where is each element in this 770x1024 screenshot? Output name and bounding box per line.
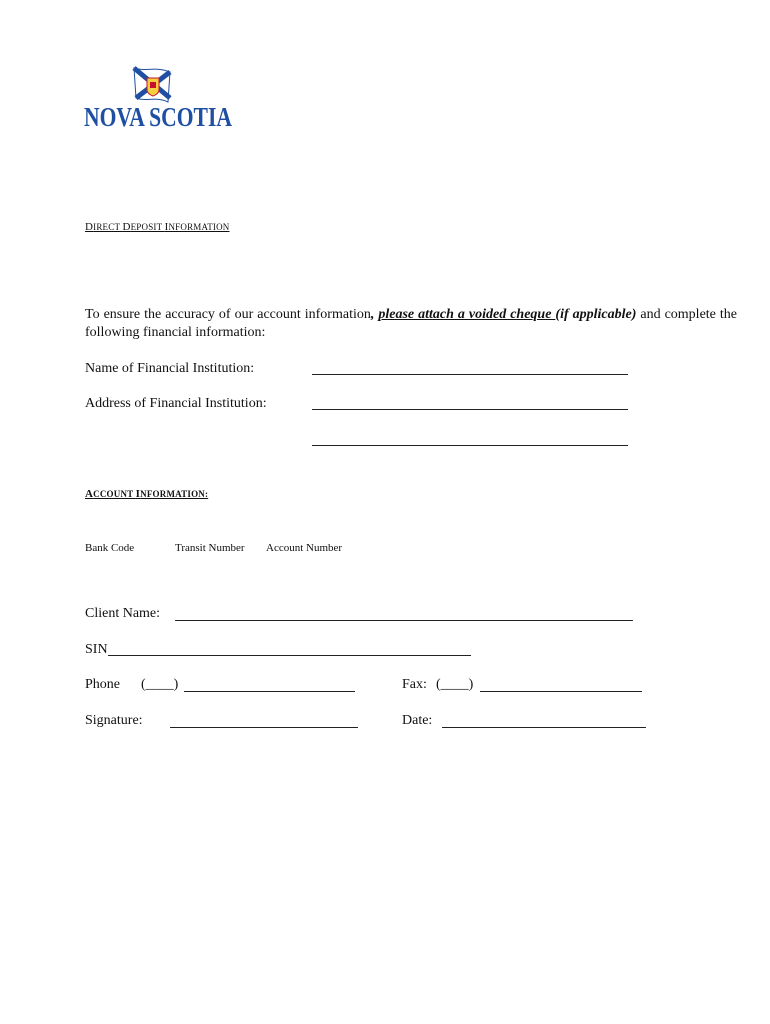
svg-text:NOVA SCOTIA: NOVA SCOTIA bbox=[84, 102, 233, 132]
fax-line[interactable] bbox=[480, 691, 642, 692]
institution-name-label: Name of Financial Institution: bbox=[85, 361, 255, 376]
phone-area-code: (____) bbox=[141, 677, 179, 692]
signature-line[interactable] bbox=[170, 727, 358, 728]
institution-address-line-2[interactable] bbox=[312, 445, 628, 446]
intro-paragraph: To ensure the accuracy of our account information, please attach a voided cheque (if applicable) and complete the following financial information: bbox=[85, 307, 737, 340]
date-line[interactable] bbox=[442, 727, 646, 728]
institution-address-label: Address of Financial Institution: bbox=[85, 396, 267, 411]
client-name-label: Client Name: bbox=[85, 606, 161, 621]
account-number-label: Account Number bbox=[266, 542, 343, 554]
transit-number-label: Transit Number bbox=[175, 542, 245, 554]
nova-scotia-flag-icon bbox=[84, 66, 234, 130]
sin-line[interactable] bbox=[108, 655, 471, 656]
signature-label: Signature: bbox=[85, 713, 143, 728]
direct-deposit-heading: DIRECT DEPOSIT INFORMATION bbox=[85, 221, 230, 233]
phone-label: Phone bbox=[85, 677, 120, 692]
fax-label: Fax: bbox=[402, 677, 427, 692]
sin-label: SIN bbox=[85, 642, 108, 657]
bank-code-label: Bank Code bbox=[85, 542, 135, 554]
fax-area-code: (____) bbox=[436, 677, 474, 692]
institution-name-line[interactable] bbox=[312, 374, 628, 375]
client-name-line[interactable] bbox=[175, 620, 633, 621]
account-information-heading: ACCOUNT INFORMATION: bbox=[85, 488, 209, 500]
institution-address-line-1[interactable] bbox=[312, 409, 628, 410]
date-label: Date: bbox=[402, 713, 433, 728]
phone-line[interactable] bbox=[184, 691, 355, 692]
nova-scotia-logo bbox=[84, 66, 234, 130]
